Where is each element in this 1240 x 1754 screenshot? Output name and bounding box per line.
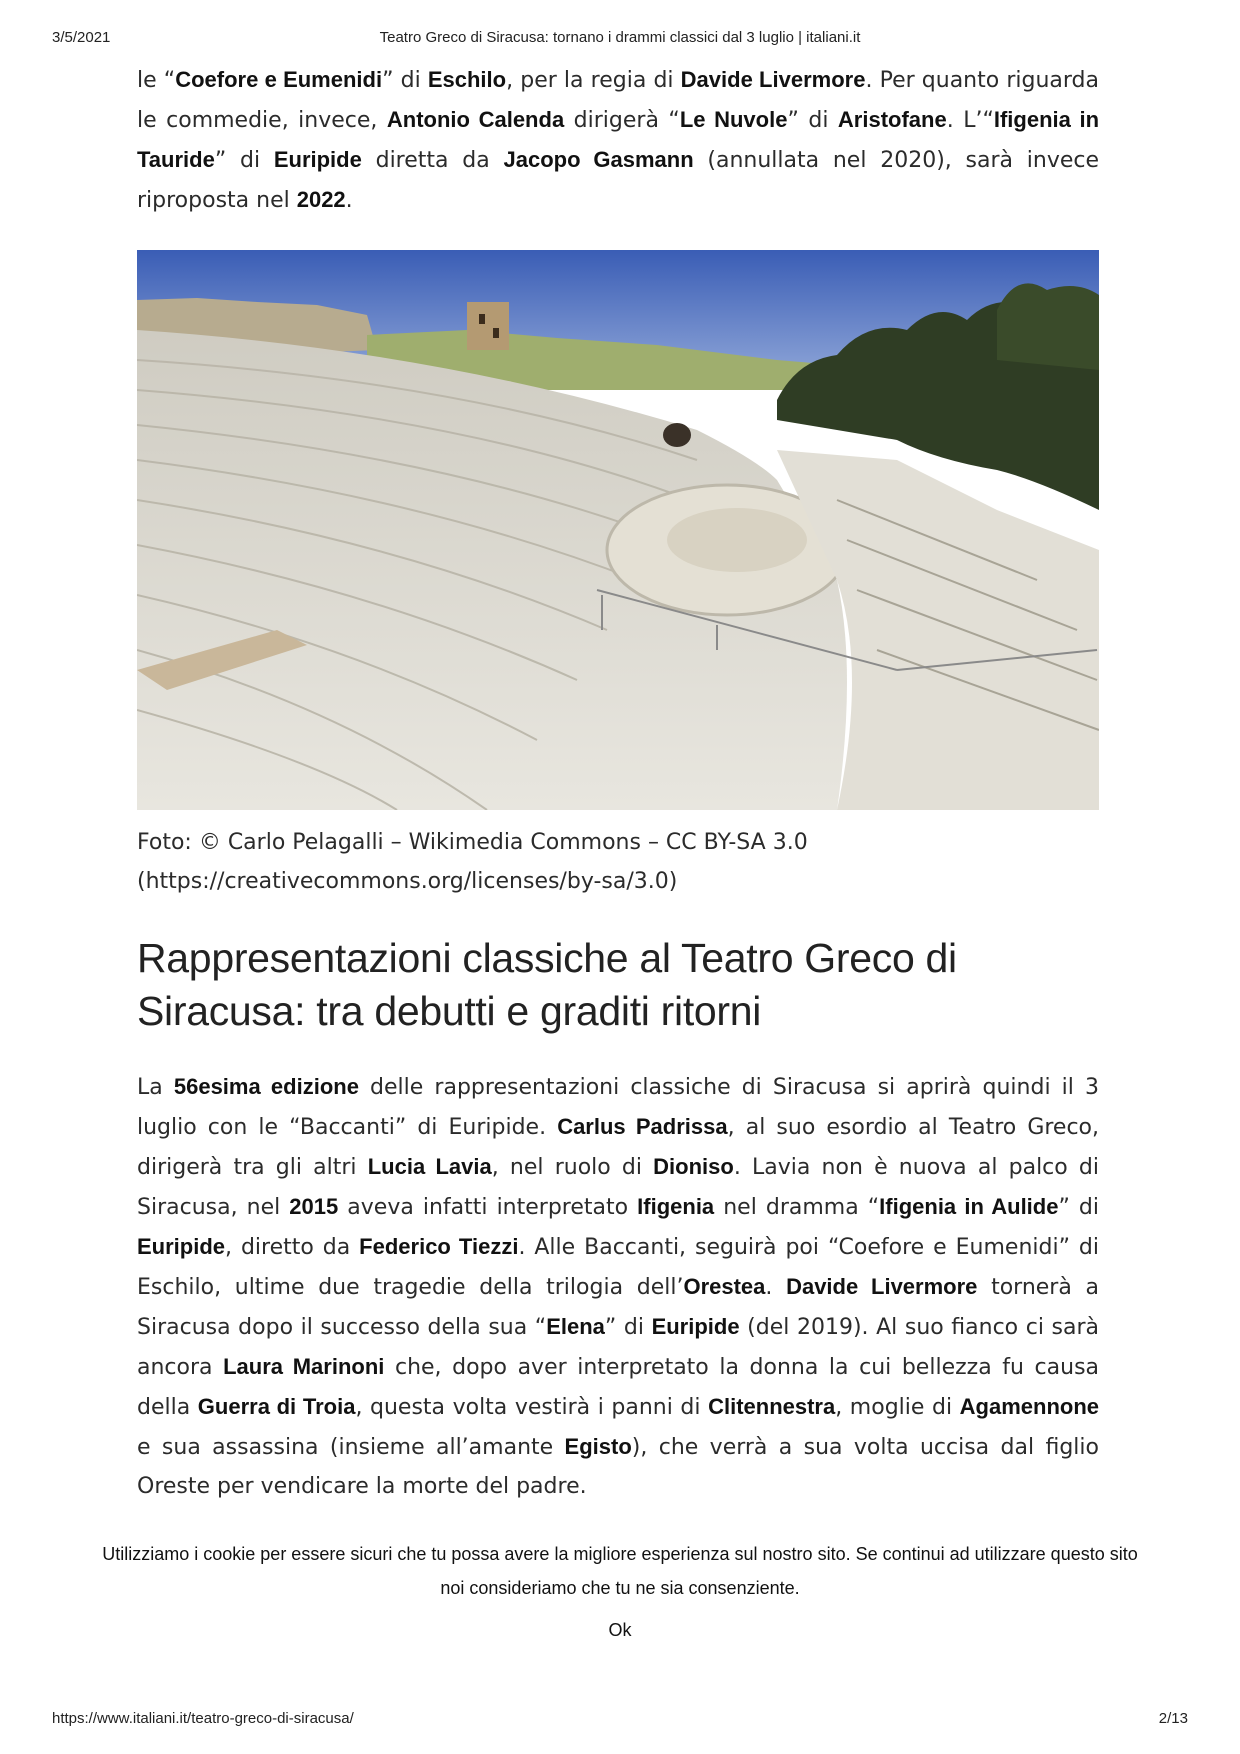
text-run: La <box>137 1075 174 1100</box>
text-run: ), che verrà a sua volta uccisa dal figlio Oreste per vendicare la morte del padre. <box>137 1435 1099 1499</box>
text-run: e sua assassina (insieme all’amante <box>137 1435 565 1460</box>
text-run: aveva infatti interpretato <box>338 1195 638 1220</box>
bold-text-run: Carlus Padrissa <box>557 1114 728 1139</box>
bold-text-run: Egisto <box>564 1434 632 1459</box>
bold-text-run: Davide Livermore <box>680 67 866 92</box>
text-run: ” di <box>787 108 838 133</box>
text-run: , al suo esordio al Teatro Greco, dirigerà tra gli altri <box>137 1115 1100 1180</box>
cookie-ok-button[interactable]: Ok <box>608 1620 632 1640</box>
bold-text-run: 2015 <box>289 1194 339 1219</box>
article-paragraph-1 <box>137 60 1099 220</box>
print-footer <box>52 1710 1188 1730</box>
bold-text-run: Euripide <box>137 1234 226 1259</box>
bold-text-run: Ifigenia <box>637 1194 715 1219</box>
bold-text-run: Aristofane <box>837 107 947 132</box>
text-run: , questa volta vestirà i panni di <box>355 1395 709 1420</box>
bold-text-run: Eschilo <box>427 67 507 92</box>
text-run: diretta da <box>361 148 504 173</box>
photo-caption <box>137 823 1099 901</box>
text-run: , moglie di <box>835 1395 960 1420</box>
text-run: ” di <box>1058 1195 1099 1220</box>
print-url: https://www.italiani.it/teatro-greco-di-siracusa/ <box>52 1710 354 1727</box>
text-run: ” di <box>382 68 428 93</box>
photo-credit: Foto: © Carlo Pelagalli – Wikimedia Commons – CC BY-SA 3.0 <box>137 830 808 855</box>
bold-text-run: Coefore e Eumenidi <box>175 67 383 92</box>
bold-text-run: 2022 <box>296 187 346 212</box>
print-date: 3/5/2021 <box>52 29 111 46</box>
text-run: . <box>345 188 353 213</box>
bold-text-run: Jacopo Gasmann <box>503 147 694 172</box>
bold-text-run: Clitennestra <box>708 1394 836 1419</box>
bold-text-run: Euripide <box>651 1314 740 1339</box>
section-heading: Rappresentazioni classiche al Teatro Greco di Siracusa: tra debutti e graditi ritorni <box>137 935 957 1034</box>
text-run: dirigerà “ <box>564 108 680 133</box>
text-run: , per la regia di <box>506 68 681 93</box>
text-run: (annullata nel 2020), sarà invece riproposta nel <box>137 148 1100 213</box>
text-run: . Alle Baccanti, seguirà poi “Coefore e Eumenidi” di Eschilo, ultime due tragedie della trilogia dell’ <box>137 1235 1099 1300</box>
text-run: delle rappresentazioni classiche di Siracusa si aprirà quindi il 3 luglio con le “Baccanti” di Euripide. <box>137 1075 1099 1140</box>
text-run: le “ <box>137 68 176 93</box>
bold-text-run: Ifigenia in Tauride <box>137 107 1100 172</box>
greek-theatre-photo <box>137 250 1099 810</box>
bold-text-run: Davide Livermore <box>786 1274 978 1299</box>
bold-text-run: Elena <box>546 1314 605 1339</box>
print-page-title: Teatro Greco di Siracusa: tornano i drammi classici dal 3 luglio | italiani.it <box>379 29 861 46</box>
text-run: . Lavia non è nuova al palco di Siracusa, nel <box>137 1155 1099 1220</box>
text-run: , nel ruolo di <box>491 1155 654 1180</box>
bold-text-run: Federico Tiezzi <box>359 1234 519 1259</box>
bold-text-run: Antonio Calenda <box>386 107 565 132</box>
text-run: . L’“ <box>946 108 994 133</box>
bold-text-run: Le Nuvole <box>679 107 788 132</box>
bold-text-run: Orestea <box>683 1274 766 1299</box>
bold-text-run: Agamennone <box>959 1394 1099 1419</box>
text-run: (del 2019). Al suo fianco ci sarà ancora <box>137 1315 1099 1380</box>
bold-text-run: Euripide <box>273 147 362 172</box>
text-run: che, dopo aver interpretato la donna la cui bellezza fu causa della <box>137 1355 1100 1420</box>
bold-text-run: Lucia Lavia <box>367 1154 492 1179</box>
article-paragraph-2 <box>137 1067 1099 1506</box>
bold-text-run: Laura Marinoni <box>223 1354 385 1379</box>
cookie-banner-text: Utilizziamo i cookie per essere sicuri che tu possa avere la migliore esperienza sul nostro sito. Se continui ad utilizzare questo sito noi consideriamo che tu ne sia consenziente. <box>102 1544 1138 1598</box>
bold-text-run: Guerra di Troia <box>197 1394 356 1419</box>
bold-text-run: Dioniso <box>653 1154 734 1179</box>
bold-text-run: 56esima edizione <box>173 1074 359 1099</box>
bold-text-run: Ifigenia in Aulide <box>879 1194 1059 1219</box>
page-number: 2/13 <box>1158 1710 1188 1727</box>
print-header <box>52 29 1188 49</box>
text-run: nel dramma “ <box>714 1195 880 1220</box>
text-run: tornerà a Siracusa dopo il successo della sua “ <box>137 1275 1099 1340</box>
text-run: . <box>765 1275 787 1300</box>
text-run: ” di <box>214 148 274 173</box>
text-run: . Per quanto riguarda le commedie, invece, <box>137 68 1099 133</box>
text-run: ” di <box>604 1315 652 1340</box>
license-link[interactable]: (https://creativecommons.org/licenses/by-sa/3.0) <box>137 869 678 894</box>
text-run: , diretto da <box>225 1235 360 1260</box>
